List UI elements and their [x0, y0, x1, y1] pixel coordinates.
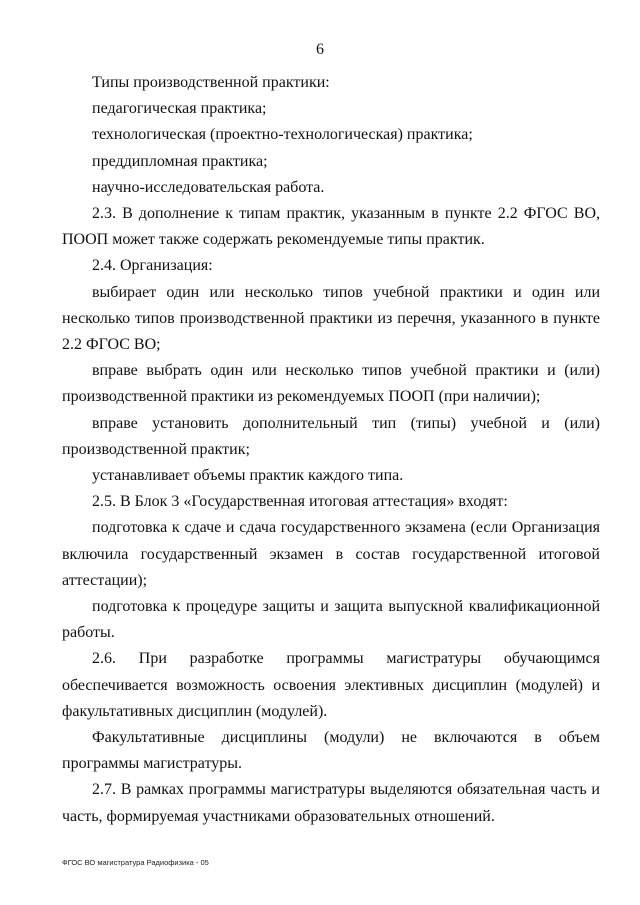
paragraph: подготовка к сдаче и сдача государственного экзамена (если Организация включила государственный экзамен в состав государственной итоговой аттестации);	[62, 519, 600, 589]
paragraph: выбирает один или несколько типов учебной практики и один или несколько типов производственной практики из перечня, указанного в пункте 2.2 ФГОС ВО;	[62, 283, 600, 354]
paragraph: технологическая (проектно-технологическая) практика;	[92, 126, 473, 144]
page-footer: ФГОС ВО магистратура Радиофизика - 05	[62, 858, 209, 867]
paragraph: вправе выбрать один или несколько типов учебной практики и (или) производственной практики из рекомендуемых ПООП (при наличии);	[62, 362, 600, 406]
body-text	[62, 70, 600, 830]
paragraph: устанавливает объемы практик каждого типа.	[92, 467, 404, 485]
paragraph: научно-исследовательская работа.	[92, 178, 325, 196]
paragraph: подготовка к процедуре защиты и защита выпускной квалификационной работы.	[62, 598, 600, 642]
paragraph: Типы производственной практики:	[92, 74, 330, 91]
paragraph: 2.3. В дополнение к типам практик, указанным в пункте 2.2 ФГОС ВО, ПООП может также содержать рекомендуемые типы практик.	[62, 205, 600, 249]
paragraph: 2.6. При разработке программы магистратуры обучающимся обеспечивается возможность освоения элективных дисциплин (модулей) и факультативных дисциплин (модулей).	[62, 650, 600, 720]
paragraph: преддипломная практика;	[92, 152, 268, 170]
paragraph: 2.5. В Блок 3 «Государственная итоговая аттестация» входят:	[92, 493, 508, 511]
paragraph: 2.4. Организация:	[92, 257, 213, 275]
paragraph: вправе установить дополнительный тип (типы) учебной и (или) производственной практик;	[62, 414, 600, 458]
page-number: 6	[316, 41, 324, 58]
paragraph: педагогическая практика;	[92, 100, 267, 118]
paragraph: Факультативные дисциплины (модули) не включаются в объем программы магистратуры.	[62, 729, 600, 773]
paragraph: 2.7. В рамках программы магистратуры выделяются обязательная часть и часть, формируемая участниками образовательных отношений.	[62, 781, 600, 825]
